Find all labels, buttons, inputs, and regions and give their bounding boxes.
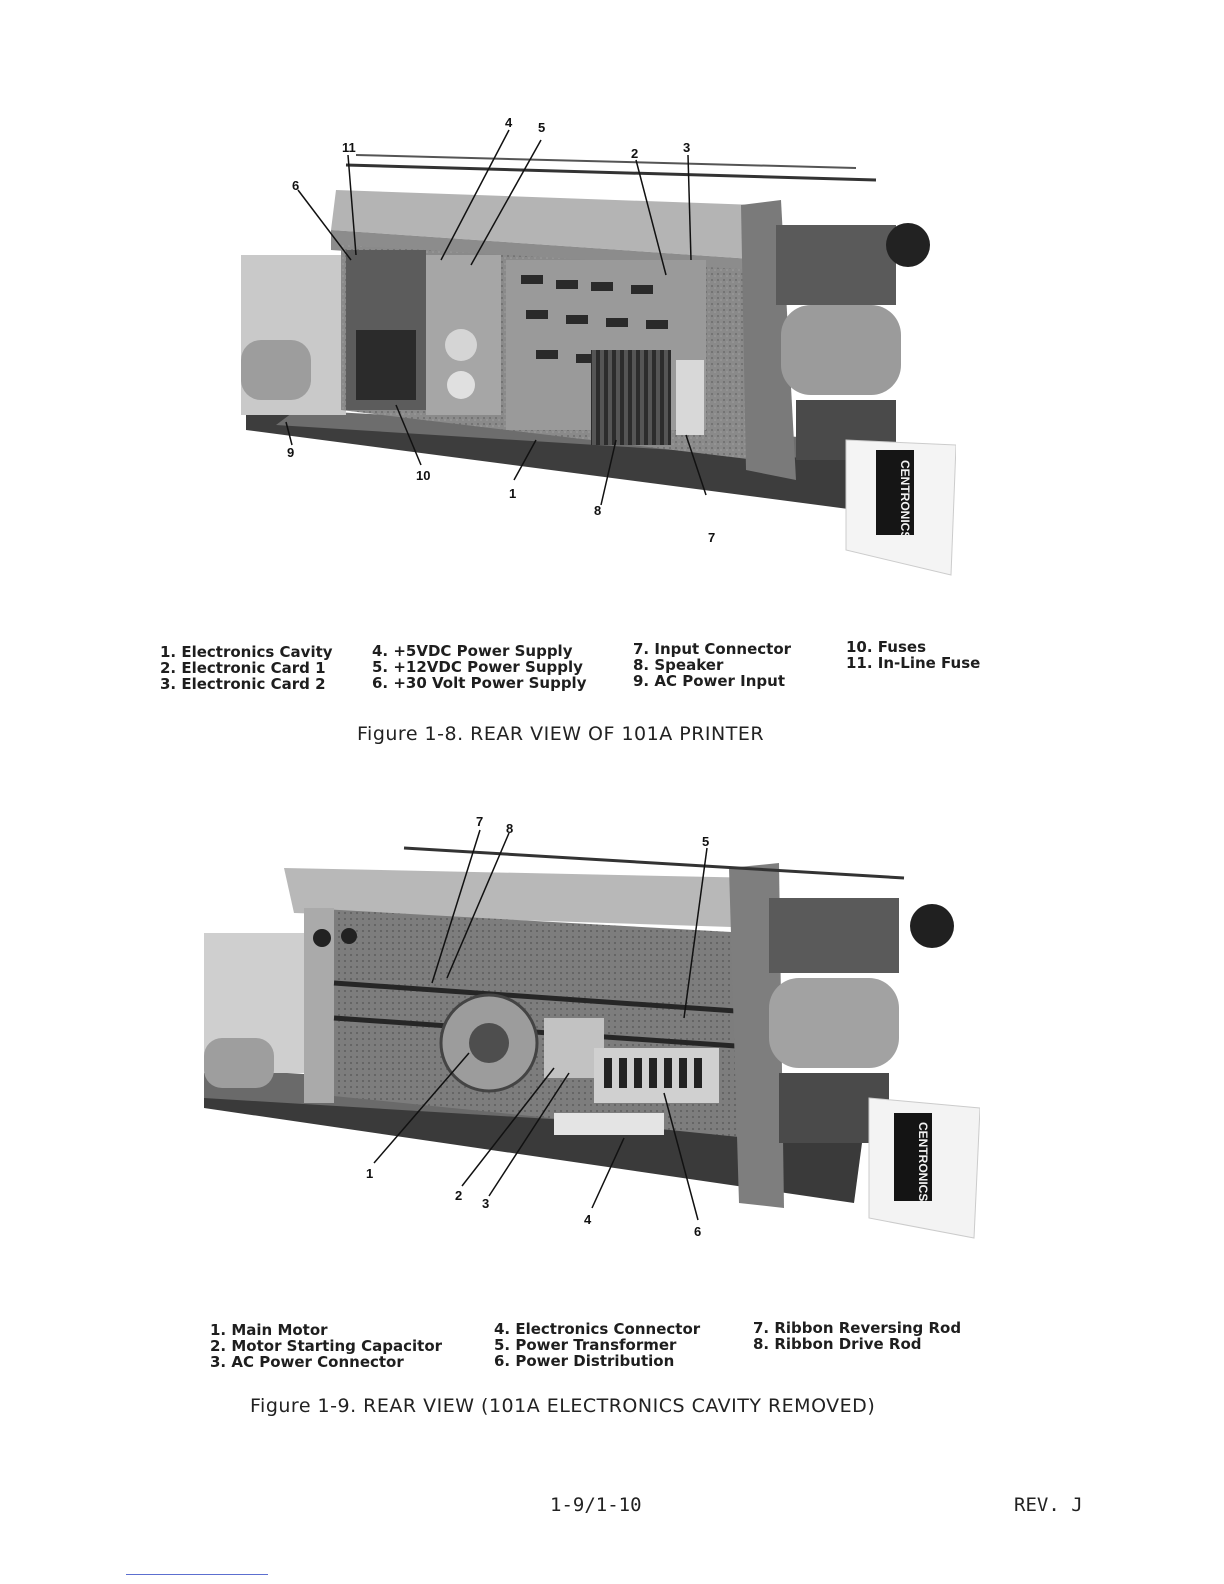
- callout-1: 1: [366, 1166, 374, 1181]
- legend-item: 10. Fuses: [846, 638, 927, 656]
- callout-3: 3: [482, 1196, 490, 1211]
- figure-1-8-legend-col-3: [633, 641, 791, 689]
- legend-item: 1. Electronics Cavity: [160, 643, 333, 661]
- callout-8: 8: [594, 503, 602, 518]
- page-number: 1-9/1-10: [550, 1494, 642, 1516]
- legend-item: 8. Ribbon Drive Rod: [753, 1335, 922, 1353]
- revision-label: REV. J: [1014, 1494, 1083, 1516]
- callout-11: 11: [342, 140, 356, 155]
- figure-1-8-caption: Figure 1-8. REAR VIEW OF 101A PRINTER: [357, 723, 765, 745]
- bottom-rule: [126, 1574, 268, 1575]
- callout-6: 6: [694, 1224, 702, 1239]
- callout-7: 7: [708, 530, 716, 545]
- legend-item: 6. +30 Volt Power Supply: [372, 674, 587, 692]
- callout-2: 2: [631, 146, 639, 161]
- legend-item: 11. In-Line Fuse: [846, 654, 981, 672]
- callout-4: 4: [584, 1212, 592, 1227]
- callout-4: 4: [505, 115, 513, 130]
- figure-1-8-legend-col-4: [846, 639, 980, 671]
- legend-item: 3. Electronic Card 2: [160, 675, 326, 693]
- legend-item: 3. AC Power Connector: [210, 1353, 404, 1371]
- callout-2: 2: [455, 1188, 463, 1203]
- legend-item: 8. Speaker: [633, 656, 724, 674]
- callout-6: 6: [292, 178, 300, 193]
- legend-item: 2. Motor Starting Capacitor: [210, 1337, 443, 1355]
- figure-1-9-photo: [204, 808, 980, 1248]
- legend-item: 5. +12VDC Power Supply: [372, 658, 583, 676]
- callout-3: 3: [683, 140, 691, 155]
- callout-5: 5: [702, 834, 710, 849]
- legend-item: 7. Input Connector: [633, 640, 792, 658]
- figure-1-9-legend-col-2: [494, 1321, 700, 1369]
- figure-1-9-caption: Figure 1-9. REAR VIEW (101A ELECTRONICS CAVITY REMOVED): [250, 1395, 876, 1417]
- legend-item: 2. Electronic Card 1: [160, 659, 326, 677]
- callout-8: 8: [506, 821, 514, 836]
- callout-9: 9: [287, 445, 295, 460]
- legend-item: 9. AC Power Input: [633, 672, 785, 690]
- figure-1-8-legend-col-1: [160, 644, 333, 692]
- figure-1-9-legend-col-1: [210, 1322, 442, 1370]
- legend-item: 1. Main Motor: [210, 1321, 328, 1339]
- legend-item: 6. Power Distribution: [494, 1352, 675, 1370]
- figure-1-9-legend-col-3: [753, 1320, 961, 1352]
- callout-1: 1: [509, 486, 517, 501]
- callout-10: 10: [416, 468, 431, 483]
- legend-item: 7. Ribbon Reversing Rod: [753, 1319, 962, 1337]
- centronics-label: CENTRONICS: [916, 1122, 930, 1202]
- legend-item: 4. +5VDC Power Supply: [372, 642, 573, 660]
- figure-1-8-legend-col-2: [372, 643, 586, 691]
- callout-5: 5: [538, 120, 546, 135]
- callout-7: 7: [476, 814, 484, 829]
- legend-item: 5. Power Transformer: [494, 1336, 677, 1354]
- centronics-label: CENTRONICS: [898, 460, 912, 540]
- legend-item: 4. Electronics Connector: [494, 1320, 701, 1338]
- figure-1-8-photo: [236, 110, 956, 580]
